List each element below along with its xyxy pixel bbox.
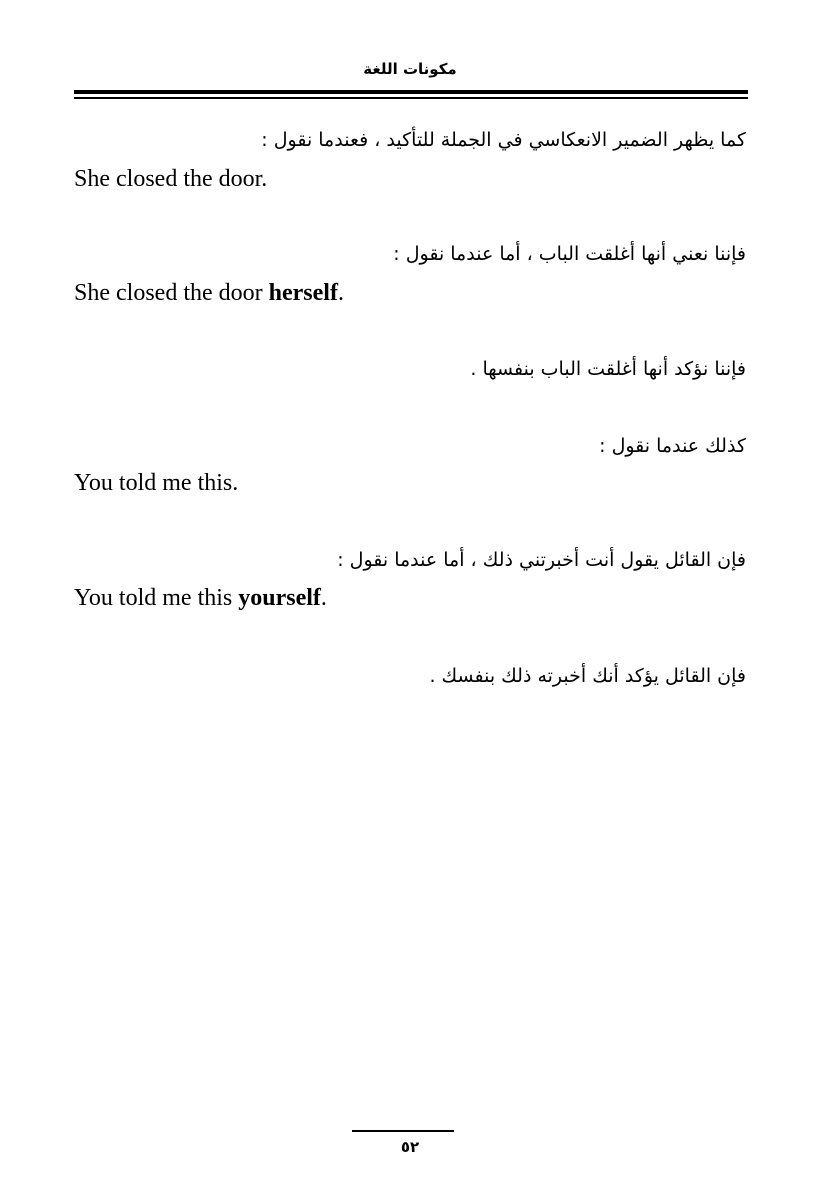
arabic-paragraph-6: فإن القائل يؤكد أنك أخبرته ذلك بنفسك . (429, 665, 746, 687)
english-example-2 (74, 278, 748, 308)
footer-rule (352, 1130, 454, 1132)
arabic-paragraph-4: كذلك عندما نقول : (599, 435, 746, 457)
english-example-3: You told me this. (74, 470, 239, 496)
example-4-period: . (320, 585, 327, 611)
page-number: ٥٢ (400, 1138, 420, 1156)
example-2-emphasis: herself (268, 280, 338, 306)
arabic-paragraph-2: فإننا نعني أنها أغلقت الباب ، أما عندما نقول : (393, 243, 746, 265)
example-4-text: You told me this (74, 585, 239, 611)
running-header-title: مكونات اللغة (363, 60, 457, 78)
example-2-period: . (337, 280, 344, 306)
header-rule-thick (74, 90, 748, 94)
arabic-paragraph-5: فإن القائل يقول أنت أخبرتني ذلك ، أما عندما نقول : (337, 549, 746, 571)
example-2-text: She closed the door (74, 280, 269, 306)
english-example-4 (74, 583, 748, 613)
english-example-1: She closed the door. (74, 166, 268, 192)
header-rule-thin (74, 97, 748, 99)
arabic-paragraph-1: كما يظهر الضمير الانعكاسي في الجملة للتأكيد ، فعندما نقول : (261, 129, 746, 151)
arabic-paragraph-3: فإننا نؤكد أنها أغلقت الباب بنفسها . (470, 358, 746, 380)
example-4-emphasis: yourself (238, 585, 321, 611)
